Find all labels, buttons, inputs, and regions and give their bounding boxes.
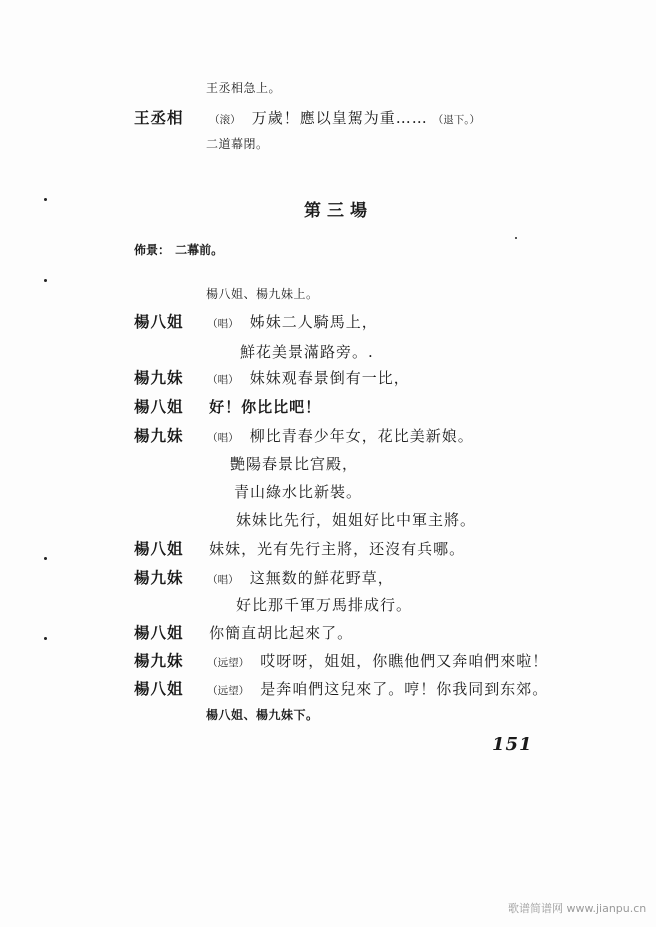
dialogue-line [134, 428, 474, 444]
dialogue-text: 艷陽春景比宫殿， [230, 455, 359, 473]
dialogue-line [230, 456, 358, 472]
dialogue-text: 鮮花美景滿路旁。. [240, 343, 374, 361]
speaker-name: 楊八姐 [134, 312, 184, 331]
scene-title: 第三場 [304, 201, 373, 221]
performance-mode: （远望） [207, 657, 250, 669]
dialogue-line [134, 653, 548, 669]
speaker-name: 楊八姐 [134, 679, 184, 698]
page-number: 151 [492, 734, 533, 755]
dialogue-text: 妹妹观春景倒有一比， [249, 369, 410, 387]
stage-direction-enter: 王丞相急上。 [206, 81, 282, 95]
speaker-name: 楊九妹 [134, 426, 184, 445]
stage-direction-exit: 楊八姐、楊九妹下。 [206, 708, 319, 722]
scan-speck [44, 279, 47, 282]
performance-mode: （远望） [207, 685, 250, 697]
dialogue-text: 好比那千軍万馬排成行。 [236, 596, 413, 614]
performance-mode: （唱） [207, 432, 239, 444]
dialogue-line [134, 681, 548, 697]
speaker-name: 楊八姐 [134, 397, 184, 416]
scan-speck [44, 557, 47, 560]
dialogue-line [134, 541, 465, 557]
performance-mode: （唱） [207, 318, 239, 330]
dialogue-line [134, 570, 394, 586]
dialogue-line [236, 512, 476, 528]
dialogue-text: 这無数的鮮花野草， [249, 569, 394, 587]
dialogue-text: 妹妹，光有先行主將，还沒有兵哪。 [209, 540, 466, 558]
dialogue-line [240, 344, 374, 360]
dialogue-text: 你簡直胡比起來了。 [209, 624, 354, 642]
dialogue-text: 是奔咱們这兒來了。哼！你我同到东郊。 [260, 680, 549, 698]
dialogue-text: 好！你比比吧！ [209, 398, 322, 416]
performance-mode: （滚） [209, 114, 241, 126]
scan-speck [44, 637, 47, 640]
dialogue-line [234, 484, 362, 500]
watermark: 歌谱简谱网 www.jianpu.cn [508, 902, 647, 915]
exit-direction: （退下。） [432, 114, 481, 126]
setting-value: 二幕前。 [175, 243, 224, 257]
dialogue-text: 柳比青春少年女，花比美新娘。 [249, 427, 474, 445]
scan-speck [44, 198, 47, 201]
performance-mode: （唱） [207, 374, 239, 386]
dialogue-line [134, 370, 410, 386]
stage-direction-enter: 楊八姐、楊九妹上。 [206, 287, 319, 301]
dialogue-line [236, 597, 412, 613]
dialogue-line [134, 399, 321, 415]
dialogue-text: 妹妹比先行，姐姐好比中軍主將。 [236, 511, 477, 529]
scan-speck [515, 237, 517, 239]
speaker-name: 楊八姐 [134, 539, 184, 558]
setting-label: 佈景： [134, 243, 171, 257]
speaker-name: 楊九妹 [134, 651, 184, 670]
performance-mode: （唱） [207, 574, 239, 586]
dialogue-line [134, 314, 378, 330]
dialogue-text: 万歲！應以皇駕为重…… [251, 109, 428, 127]
speaker-name: 王丞相 [134, 108, 184, 127]
dialogue-line [134, 110, 486, 126]
speaker-name: 楊八姐 [134, 623, 184, 642]
stage-direction-curtain: 二道幕閉。 [206, 137, 269, 151]
setting-line [134, 241, 223, 257]
speaker-name: 楊九妹 [134, 568, 184, 587]
dialogue-text: 姊妹二人騎馬上， [249, 313, 378, 331]
speaker-name: 楊九妹 [134, 368, 184, 387]
dialogue-text: 青山綠水比新裝。 [234, 483, 363, 501]
dialogue-text: 哎呀呀，姐姐，你瞧他們又奔咱們來啦！ [260, 652, 549, 670]
dialogue-line [134, 625, 353, 641]
